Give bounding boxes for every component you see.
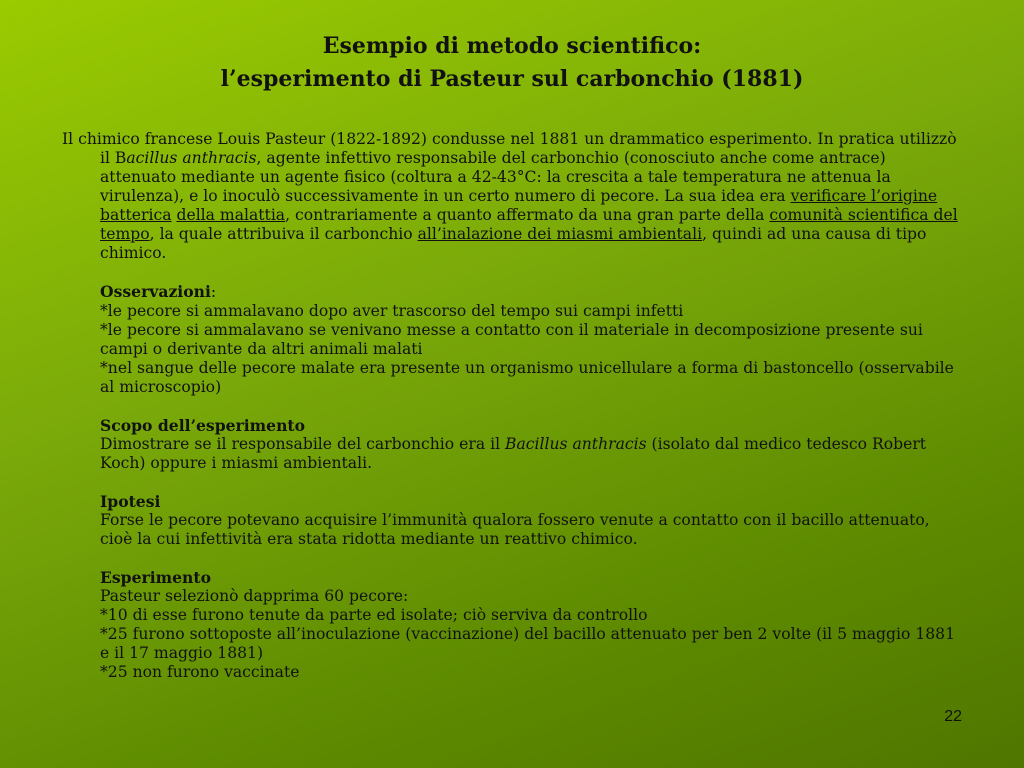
scopo-text-2: (isolato dal medico tedesco Robert Koch) oppure i miasmi ambientali. [100,435,927,472]
slide-title-line-2: l’esperimento di Pasteur sul carbonchio (1881) [220,66,804,92]
intro-text-5: , quindi ad una causa di tipo chimico. [100,225,927,262]
ipotesi-heading: Ipotesi [100,492,161,511]
osservazioni-line-1: *le pecore si ammalavano dopo aver trascorso del tempo sui campi infetti [100,302,684,320]
scopo-heading: Scopo dell’esperimento [100,416,306,435]
slide-title-line-1: Esempio di metodo scientifico: [322,33,702,59]
osservazioni-line-3: *nel sangue delle pecore malate era presente un organismo unicellulare a forma di bastoncello (osservabile al microscopio) [100,359,954,396]
intro-italic-species: acillus anthracis [126,149,257,167]
scopo-text-1: Dimostrare se il responsabile del carbonchio era il [100,435,506,453]
intro-underline-1: verificare l’origine batterica [100,187,938,224]
intro-underline-4: all’inalazione dei miasmi ambientali [417,225,703,243]
page-number: 22 [944,708,962,725]
intro-paragraph [62,130,962,263]
section-scopo [62,416,962,473]
osservazioni-heading-row [100,282,962,302]
osservazioni-heading: Osservazioni [100,282,211,301]
section-esperimento [62,568,962,682]
intro-text-3: , contrariamente a quanto affermato da una gran parte della [285,206,770,224]
intro-underline-2: della malattia [176,206,286,224]
slide-title [0,30,1024,96]
osservazioni-colon: : [210,283,217,301]
esperimento-line-2: *10 di esse furono tenute da parte ed isolate; ciò serviva da controllo [100,606,648,624]
esperimento-heading: Esperimento [100,568,211,587]
intro-text-1: Il chimico francese Louis Pasteur (1822-1892) condusse nel 1881 un drammatico esperimento. In pratica utilizzò il B [62,130,957,167]
section-ipotesi [62,492,962,549]
intro-underline-3: comunità scientifica del tempo [100,206,958,243]
scopo-italic-species: Bacillus anthracis [505,435,647,453]
ipotesi-text: Forse le pecore potevano acquisire l’immunità qualora fossero venute a contatto con il bacillo attenuato, cioè la cui infettività era stata ridotta mediante un reattivo chimico. [100,511,930,548]
slide-body [62,130,962,682]
intro-text-4: , la quale attribuiva il carbonchio [149,225,418,243]
scopo-text [100,435,962,473]
intro-text-2: , agente infettivo responsabile del carbonchio (conosciuto anche come antrace) attenuato mediante un agente fisico (coltura a 42-43°C: la crescita a tale temperatura ne attenua la virulenza), e lo inoculò successivamente in un certo numero di pecore. La sua idea era [100,149,891,205]
osservazioni-line-2: *le pecore si ammalavano se venivano messe a contatto con il materiale in decomposizione presente sui campi o derivante da altri animali malati [100,321,923,358]
esperimento-line-1: Pasteur selezionò dapprima 60 pecore: [100,587,409,605]
esperimento-line-4: *25 non furono vaccinate [100,663,300,681]
section-osservazioni [62,282,962,397]
esperimento-line-3: *25 furono sottoposte all’inoculazione (vaccinazione) del bacillo attenuato per ben 2 volte (il 5 maggio 1881 e il 17 maggio 1881) [100,625,956,662]
